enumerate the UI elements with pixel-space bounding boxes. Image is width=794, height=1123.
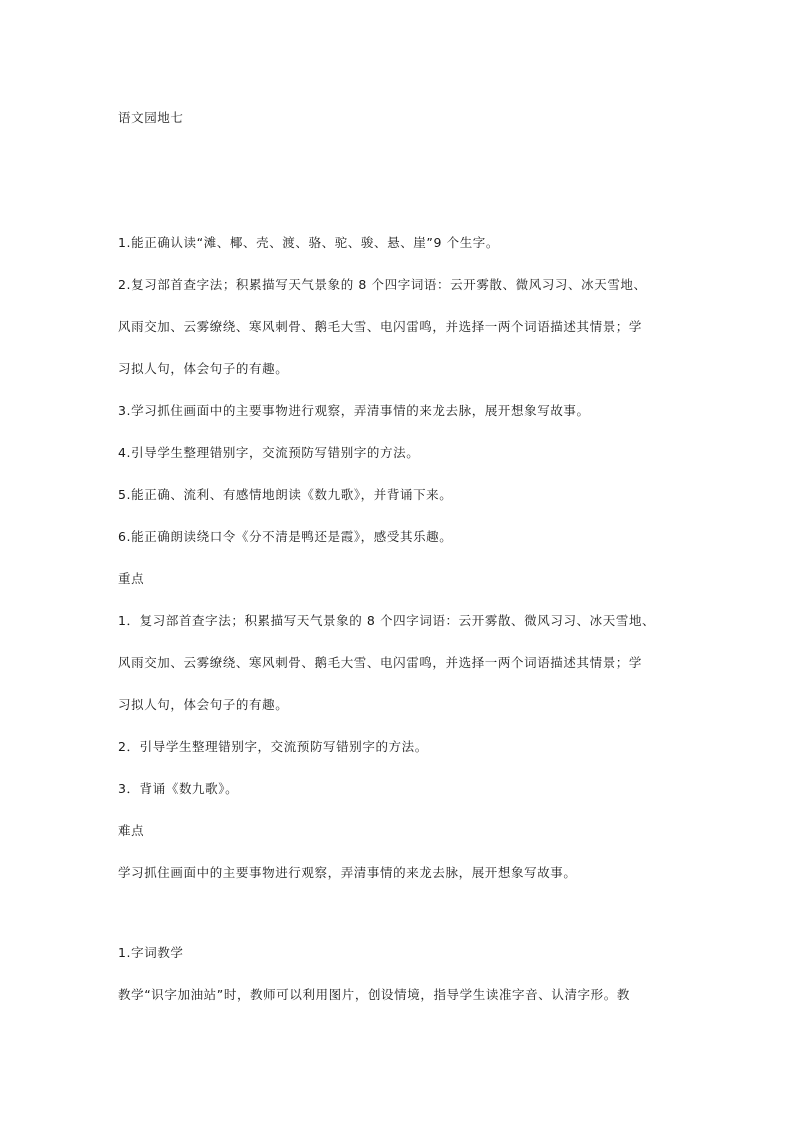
objective-line-7: 5.能正确、流利、有感情地朗读《数九歌》，并背诵下来。 — [118, 487, 453, 502]
key-point-line-5: 3．背诵《数九歌》。 — [118, 781, 239, 796]
section-heading: 1.字词教学 — [118, 945, 184, 960]
key-point-line-1: 1．复习部首查字法；积累描写天气景象的 8 个四字词语：云开雾散、微风习习、冰天雪地、 — [118, 613, 656, 628]
objective-line-2: 2.复习部首查字法；积累描写天气景象的 8 个四字词语：云开雾散、微风习习、冰天雪地、 — [118, 277, 647, 292]
key-point-line-2: 风雨交加、云雾缭绕、寒风刺骨、鹅毛大雪、电闪雷鸣，并选择一两个词语描述其情景；学 — [118, 655, 643, 670]
difficulty-text: 学习抓住画面中的主要事物进行观察，弄清事情的来龙去脉，展开想象写故事。 — [118, 865, 577, 880]
objective-line-4: 习拟人句，体会句子的有趣。 — [118, 361, 289, 376]
key-point-line-4: 2．引导学生整理错别字，交流预防写错别字的方法。 — [118, 739, 428, 754]
objective-line-3: 风雨交加、云雾缭绕、寒风刺骨、鹅毛大雪、电闪雷鸣，并选择一两个词语描述其情景；学 — [118, 319, 643, 334]
key-points-heading: 重点 — [118, 571, 145, 586]
difficulty-heading: 难点 — [118, 823, 145, 838]
objective-line-6: 4.引导学生整理错别字，交流预防写错别字的方法。 — [118, 445, 420, 460]
objective-line-8: 6.能正确朗读绕口令《分不清是鸭还是霞》，感受其乐趣。 — [118, 529, 453, 544]
document-title: 语文园地七 — [118, 110, 184, 125]
key-point-line-3: 习拟人句，体会句子的有趣。 — [118, 697, 289, 712]
objective-line-5: 3.学习抓住画面中的主要事物进行观察，弄清事情的来龙去脉，展开想象写故事。 — [118, 403, 590, 418]
objective-line-1: 1.能正确认读“滩、椰、壳、渡、骆、驼、骏、悬、崖”9 个生字。 — [118, 235, 500, 250]
section-text: 教学“识字加油站”时，教师可以利用图片，创设情境，指导学生读准字音、认清字形。教 — [118, 987, 630, 1002]
